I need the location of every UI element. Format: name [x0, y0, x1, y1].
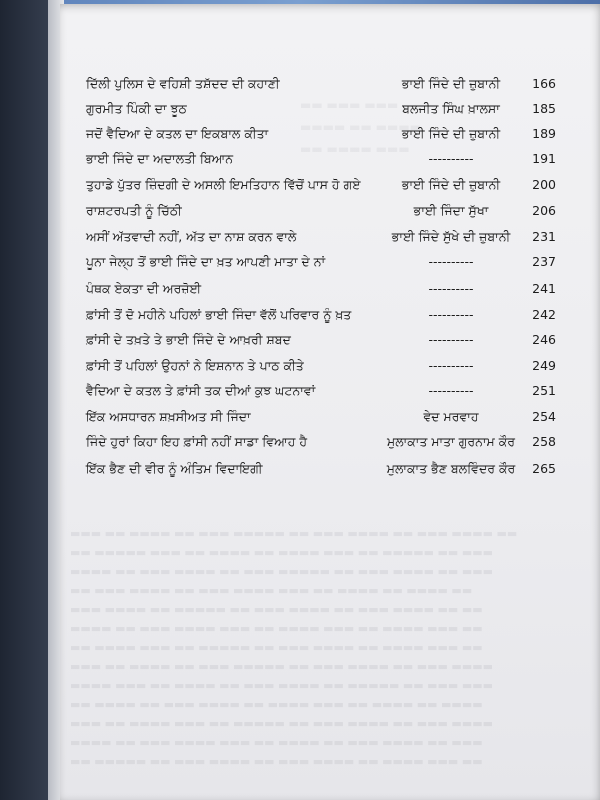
toc-entry: [86, 229, 556, 251]
toc-entry-page: 246: [532, 332, 556, 347]
toc-entry-title: ਇੱਕ ਭੈਣ ਦੀ ਵੀਰ ਨੂੰ ਅੰਤਿਮ ਵਿਦਾਇਗੀ: [86, 461, 263, 476]
toc-entry: [86, 358, 556, 380]
toc-entry: [86, 461, 556, 483]
toc-entry-author: ਬਲਜੀਤ ਸਿੰਘ ਖ਼ਾਲਸਾ: [402, 101, 500, 116]
toc-entry-page: 251: [532, 383, 556, 398]
toc-entry-author: ਭਾਈ ਜਿੰਦੇ ਸੁੱਖੇ ਦੀ ਜ਼ੁਬਾਨੀ: [391, 229, 511, 244]
toc-entry-title: ਭਾਈ ਜਿੰਦੇ ਦਾ ਅਦਾਲਤੀ ਬਿਆਨ: [86, 151, 234, 166]
toc-entry: [86, 409, 556, 431]
toc-entry: [86, 151, 556, 173]
toc-entry-page: 254: [532, 409, 556, 424]
toc-entry-title: ਗੁਰਮੀਤ ਪਿੰਕੀ ਦਾ ਝੂਠ: [86, 101, 187, 116]
toc-entry-page: 231: [532, 229, 556, 244]
toc-entry-title: ਅਸੀਂ ਅੱਤਵਾਦੀ ਨਹੀਂ, ਅੱਤ ਦਾ ਨਾਸ਼ ਕਰਨ ਵਾਲੇ: [86, 229, 297, 244]
toc-entry-title: ਫ਼ਾਂਸੀ ਤੋਂ ਪਹਿਲਾਂ ਉਹਨਾਂ ਨੇ ਇਸ਼ਨਾਨ ਤੇ ਪਾਠ ਕੀਤੇ: [86, 358, 304, 373]
toc-entry-author: ਭਾਈ ਜਿੰਦੇ ਦੀ ਜ਼ੁਬਾਨੀ: [401, 126, 501, 141]
toc-entry-page: 237: [532, 254, 556, 269]
toc-entry-author: ----------: [428, 307, 474, 322]
toc-entry-author: ਭਾਈ ਜਿੰਦੇ ਦੀ ਜ਼ੁਬਾਨੀ: [401, 177, 501, 192]
toc-entry-page: 189: [532, 126, 556, 141]
toc-entry-page: 185: [532, 101, 556, 116]
toc-entry: [86, 434, 556, 456]
toc-entry-title: ਤੁਹਾਡੇ ਪੁੱਤਰ ਜ਼ਿੰਦਗੀ ਦੇ ਅਸਲੀ ਇਮਤਿਹਾਨ ਵਿੱਚੋਂ ਪਾਸ ਹੋ ਗਏ: [86, 177, 361, 192]
toc-entry-page: 258: [532, 434, 556, 449]
toc-entry-author: ----------: [428, 358, 474, 373]
toc-entry-title: ਇੱਕ ਅਸਧਾਰਨ ਸ਼ਖ਼ਸੀਅਤ ਸੀ ਜਿੰਦਾ: [86, 409, 251, 424]
toc-entry: [86, 76, 556, 98]
toc-entry-page: 265: [532, 461, 556, 476]
toc-entry-title: ਫ਼ਾਂਸੀ ਦੇ ਤਖ਼ਤੇ ਤੇ ਭਾਈ ਜਿੰਦੇ ਦੇ ਆਖ਼ਰੀ ਸ਼ਬਦ: [86, 332, 291, 347]
toc-entry: [86, 254, 556, 276]
toc-entry-page: 166: [532, 76, 556, 91]
toc-entry-page: 249: [532, 358, 556, 373]
toc-entry-author: ਮੁਲਾਕਾਤ ਭੈਣ ਬਲਵਿੰਦਰ ਕੌਰ: [386, 461, 516, 476]
toc-entry-page: 242: [532, 307, 556, 322]
toc-entry-title: ਦਿੱਲੀ ਪੁਲਿਸ ਦੇ ਵਹਿਸ਼ੀ ਤਸ਼ੱਦਦ ਦੀ ਕਹਾਣੀ: [86, 76, 280, 91]
toc-entry-page: 191: [532, 151, 556, 166]
toc-entry: [86, 383, 556, 405]
bleed-through-text-top: ▬▬ ▬▬▬ ▬▬▬ ▬▬▬▬ ▬▬ ▬▬▬▬ ▬▬ ▬▬▬▬ ▬▬▬: [300, 98, 422, 156]
toc-entry-author: ----------: [428, 332, 474, 347]
toc-entry-author: ਭਾਈ ਜਿੰਦਾ ਸੁੱਖਾ: [413, 203, 489, 218]
toc-entry-author: ਭਾਈ ਜਿੰਦੇ ਦੀ ਜ਼ੁਬਾਨੀ: [401, 76, 501, 91]
toc-entry-page: 206: [532, 203, 556, 218]
toc-entry-title: ਵੈਦਿਆ ਦੇ ਕਤਲ ਤੇ ਫ਼ਾਂਸੀ ਤਕ ਦੀਆਂ ਕੁਝ ਘਟਨਾਵਾਂ: [86, 383, 316, 398]
toc-entry: [86, 203, 556, 225]
toc-entry-title: ਫ਼ਾਂਸੀ ਤੋਂ ਦੋ ਮਹੀਨੇ ਪਹਿਲਾਂ ਭਾਈ ਜਿੰਦਾ ਵੱਲੋਂ ਪਰਿਵਾਰ ਨੂੰ ਖ਼ਤ: [86, 307, 352, 322]
toc-entry: [86, 101, 556, 123]
toc-entry-title: ਜਿੰਦੇ ਹੁਰਾਂ ਕਿਹਾ ਇਹ ਫ਼ਾਂਸੀ ਨਹੀਂ ਸਾਡਾ ਵਿਆਹ ਹੈ: [86, 434, 308, 449]
toc-entry: [86, 332, 556, 354]
toc-entry-author: ਵੇਦ ਮਰਵਾਹ: [423, 409, 479, 424]
toc-entry-title: ਪੰਥਕ ਏਕਤਾ ਦੀ ਅਰਜ਼ੋਈ: [86, 281, 202, 296]
toc-entry: [86, 307, 556, 329]
toc-entry-page: 200: [532, 177, 556, 192]
toc-entry: [86, 281, 556, 303]
toc-entry-author: ਮੁਲਾਕਾਤ ਮਾਤਾ ਗੁਰਨਾਮ ਕੌਰ: [387, 434, 515, 449]
toc-entry-page: 241: [532, 281, 556, 296]
toc-entry-title: ਰਾਸ਼ਟਰਪਤੀ ਨੂੰ ਚਿੱਠੀ: [86, 203, 182, 218]
toc-entry-author: ----------: [428, 254, 474, 269]
toc-entry: [86, 177, 556, 199]
toc-entry-title: ਪੂਨਾ ਜੇਲ੍ਹ ਤੋਂ ਭਾਈ ਜਿੰਦੇ ਦਾ ਖ਼ਤ ਆਪਣੀ ਮਾਤਾ ਦੇ ਨਾਂ: [86, 254, 326, 269]
bleed-through-text-bottom: ▬▬▬ ▬▬ ▬▬▬▬ ▬▬ ▬▬▬ ▬▬▬▬▬ ▬▬ ▬▬▬ ▬▬▬▬ ▬▬ ▬▬▬ ▬▬▬▬ ▬▬ ▬▬ ▬▬▬▬▬ ▬▬▬ ▬▬ ▬▬▬▬ ▬▬ ▬▬▬▬ ▬▬▬ ▬▬ ▬▬▬▬▬ ▬▬ ▬▬▬ ▬▬▬▬ ▬▬ ▬▬▬ ▬▬▬▬ ▬▬ ▬▬▬ ▬▬▬▬▬ ▬▬ ▬▬▬ ▬▬▬▬ ▬▬ ▬▬▬ ▬▬ ▬▬▬ ▬▬▬▬ ▬▬ ▬▬▬ ▬▬▬▬ ▬▬▬ ▬▬ ▬▬▬▬ ▬▬ ▬▬▬▬ ▬▬ ▬▬▬ ▬▬▬▬ ▬▬ ▬▬▬▬▬ ▬▬ ▬▬▬ ▬▬▬▬ ▬▬ ▬▬▬ ▬▬▬▬ ▬▬ ▬▬ ▬▬▬▬ ▬▬ ▬▬▬ ▬▬▬▬ ▬▬▬ ▬▬ ▬▬▬▬ ▬▬▬ ▬▬ ▬▬▬▬ ▬▬▬ ▬▬ ▬▬ ▬▬▬▬ ▬▬▬ ▬▬ ▬▬▬▬▬ ▬▬ ▬▬▬ ▬▬▬▬ ▬▬ ▬▬▬▬ ▬▬▬ ▬▬ ▬▬▬ ▬▬ ▬▬▬▬ ▬▬ ▬▬▬ ▬▬▬▬▬ ▬▬ ▬▬▬ ▬▬▬▬ ▬▬ ▬▬▬ ▬▬▬▬ ▬▬▬▬ ▬▬▬ ▬▬ ▬▬▬▬ ▬▬ ▬▬▬ ▬▬▬▬ ▬▬ ▬▬▬▬▬ ▬▬ ▬▬▬ ▬▬▬ ▬▬ ▬▬▬▬ ▬▬ ▬▬▬ ▬▬▬▬ ▬▬ ▬▬▬▬ ▬▬▬ ▬▬ ▬▬▬▬ ▬▬ ▬▬▬▬ ▬▬▬ ▬▬ ▬▬▬▬ ▬▬▬ ▬▬ ▬▬▬▬▬ ▬▬ ▬▬▬ ▬▬▬▬ ▬▬ ▬▬▬ ▬▬▬▬ ▬▬▬▬ ▬▬ ▬▬▬ ▬▬▬▬ ▬▬▬ ▬▬ ▬▬▬▬ ▬▬ ▬▬▬ ▬▬▬▬ ▬▬ ▬▬▬ ▬▬ ▬▬▬▬▬ ▬▬ ▬▬▬ ▬▬▬▬ ▬▬ ▬▬▬ ▬▬▬▬ ▬▬ ▬▬▬▬ ▬▬▬ ▬▬: [70, 527, 518, 768]
toc-entry-author: ----------: [428, 281, 474, 296]
toc-entry: [86, 126, 556, 148]
toc-entry-title: ਜਦੋਂ ਵੈਦਿਆ ਦੇ ਕਤਲ ਦਾ ਇਕਬਾਲ ਕੀਤਾ: [86, 126, 269, 141]
toc-entry-author: ----------: [428, 383, 474, 398]
toc-entry-author: ----------: [428, 151, 474, 166]
